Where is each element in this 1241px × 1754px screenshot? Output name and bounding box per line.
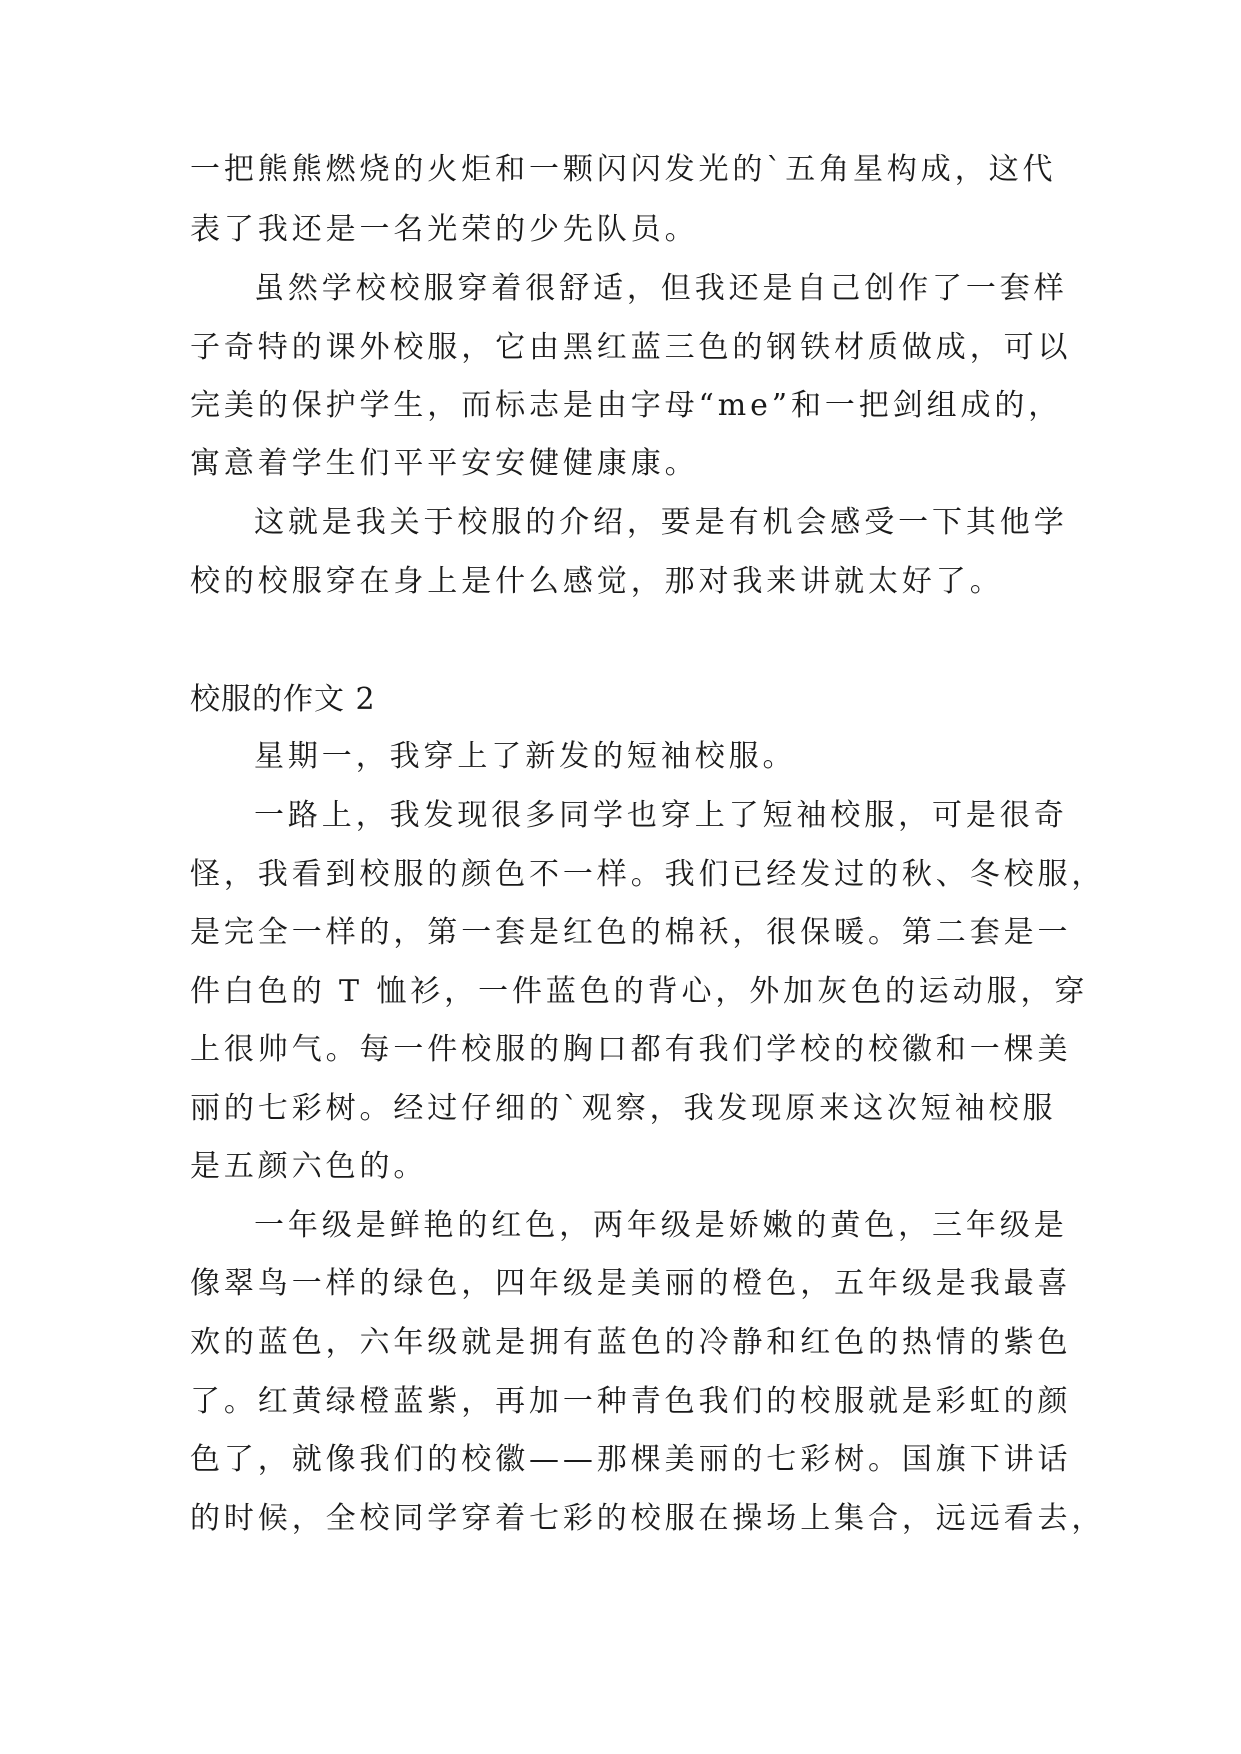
text-line: 色了，就像我们的校徽——那棵美丽的七彩树。国旗下讲话 [190,1442,1072,1477]
text-line: 是五颜六色的。 [190,1149,428,1184]
text-line: 寓意着学生们平平安安健健康康。 [190,446,699,481]
paragraph-first-line: 一年级是鲜艳的红色，两年级是娇嫩的黄色，三年级是 [254,1208,1068,1243]
text-line: 了。红黄绿橙蓝紫，再加一种青色我们的校服就是彩虹的颜 [190,1384,1072,1419]
text-line: 的时候，全校同学穿着七彩的校服在操场上集合，远远看去， [190,1501,1106,1536]
paragraph-first-line: 虽然学校校服穿着很舒适，但我还是自己创作了一套样 [254,271,1068,306]
text-line: 一把熊熊燃烧的火炬和一颗闪闪发光的`五角星构成，这代 [190,152,1057,187]
text-line: 是完全一样的，第一套是红色的棉袄，很保暖。第二套是一 [190,915,1072,950]
text-line: 子奇特的课外校服，它由黑红蓝三色的钢铁材质做成，可以 [190,330,1072,365]
paragraph-first-line: 星期一，我穿上了新发的短袖校服。 [254,739,797,774]
text-line: 校的校服穿在身上是什么感觉，那对我来讲就太好了。 [190,564,1004,599]
text-line: 欢的蓝色，六年级就是拥有蓝色的冷静和红色的热情的紫色 [190,1325,1072,1360]
section-title: 校服的作文 2 [190,682,376,717]
paragraph-first-line: 这就是我关于校服的介绍，要是有机会感受一下其他学 [254,505,1068,540]
paragraph-first-line: 一路上，我发现很多同学也穿上了短袖校服，可是很奇 [254,798,1068,833]
text-line: 丽的七彩树。经过仔细的`观察，我发现原来这次短袖校服 [190,1091,1057,1126]
text-line: 上很帅气。每一件校服的胸口都有我们学校的校徽和一棵美 [190,1032,1072,1067]
text-line: 件白色的 T 恤衫，一件蓝色的背心，外加灰色的运动服，穿 [190,974,1089,1009]
text-line: 完美的保护学生，而标志是由字母“me”和一把剑组成的， [190,388,1063,423]
text-line: 表了我还是一名光荣的少先队员。 [190,212,699,247]
text-line: 像翠鸟一样的绿色，四年级是美丽的橙色，五年级是我最喜 [190,1266,1072,1301]
text-line: 怪，我看到校服的颜色不一样。我们已经发过的秋、冬校服， [190,857,1106,892]
